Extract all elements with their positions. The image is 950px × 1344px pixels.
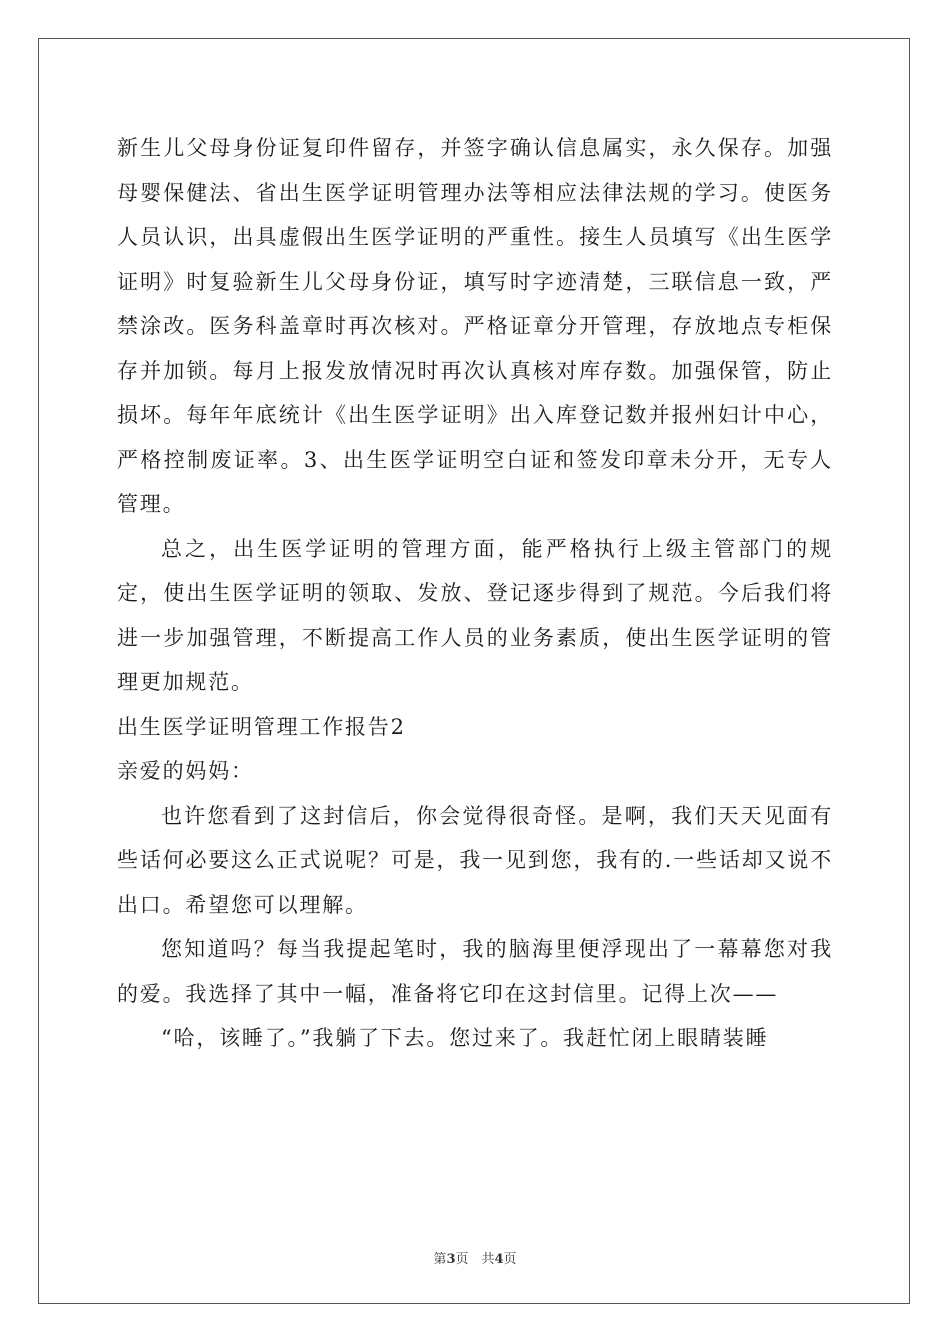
page-footer bbox=[0, 1248, 950, 1267]
paragraph-management-measures: 新生儿父母身份证复印件留存，并签字确认信息属实，永久保存。加强母婴保健法、省出生医学证明管理办法等相应法律法规的学习。使医务人员认识，出具虚假出生医学证明的严重性。接生人员填写《出生医学证明》时复验新生儿父母身份证，填写时字迹清楚，三联信息一致，严禁涂改。医务科盖章时再次核对。严格证章分开管理，存放地点专柜保存并加锁。每月上报发放情况时再次认真核对库存数。加强保管，防止损坏。每年年底统计《出生医学证明》出入库登记数并报州妇计中心，严格控制废证率。3、出生医学证明空白证和签发印章未分开，无专人管理。 bbox=[117, 136, 833, 516]
footer-suffix: 页 bbox=[503, 1252, 517, 1267]
paragraph-summary: 总之，出生医学证明的管理方面，能严格执行上级主管部门的规定，使出生医学证明的领取、发放、登记逐步得到了规范。今后我们将进一步加强管理，不断提高工作人员的业务素质，使出生医学证明的管理更加规范。 bbox=[117, 536, 833, 694]
footer-middle: 页 共 bbox=[455, 1252, 495, 1267]
section-title: 出生医学证明管理工作报告2 bbox=[117, 714, 406, 739]
letter-paragraph-2: 您知道吗？每当我提起笔时，我的脑海里便浮现出了一幕幕您对我的爱。我选择了其中一幅，准备将它印在这封信里。记得上次—— bbox=[117, 937, 833, 1006]
letter-paragraph-3: “哈，该睡了。”我躺了下去。您过来了。我赶忙闭上眼睛装睡 bbox=[161, 1026, 769, 1050]
letter-paragraph-1: 也许您看到了这封信后，你会觉得很奇怪。是啊，我们天天见面有些话何必要这么正式说呢？可是，我一见到您，我有的.一些话却又说不出口。希望您可以理解。 bbox=[117, 803, 833, 917]
footer-prefix: 第 bbox=[433, 1252, 447, 1267]
footer-current-page: 3 bbox=[446, 1252, 456, 1267]
document-body bbox=[117, 126, 833, 1061]
letter-salutation: 亲爱的妈妈： bbox=[117, 759, 254, 783]
footer-total-pages: 4 bbox=[494, 1252, 504, 1267]
